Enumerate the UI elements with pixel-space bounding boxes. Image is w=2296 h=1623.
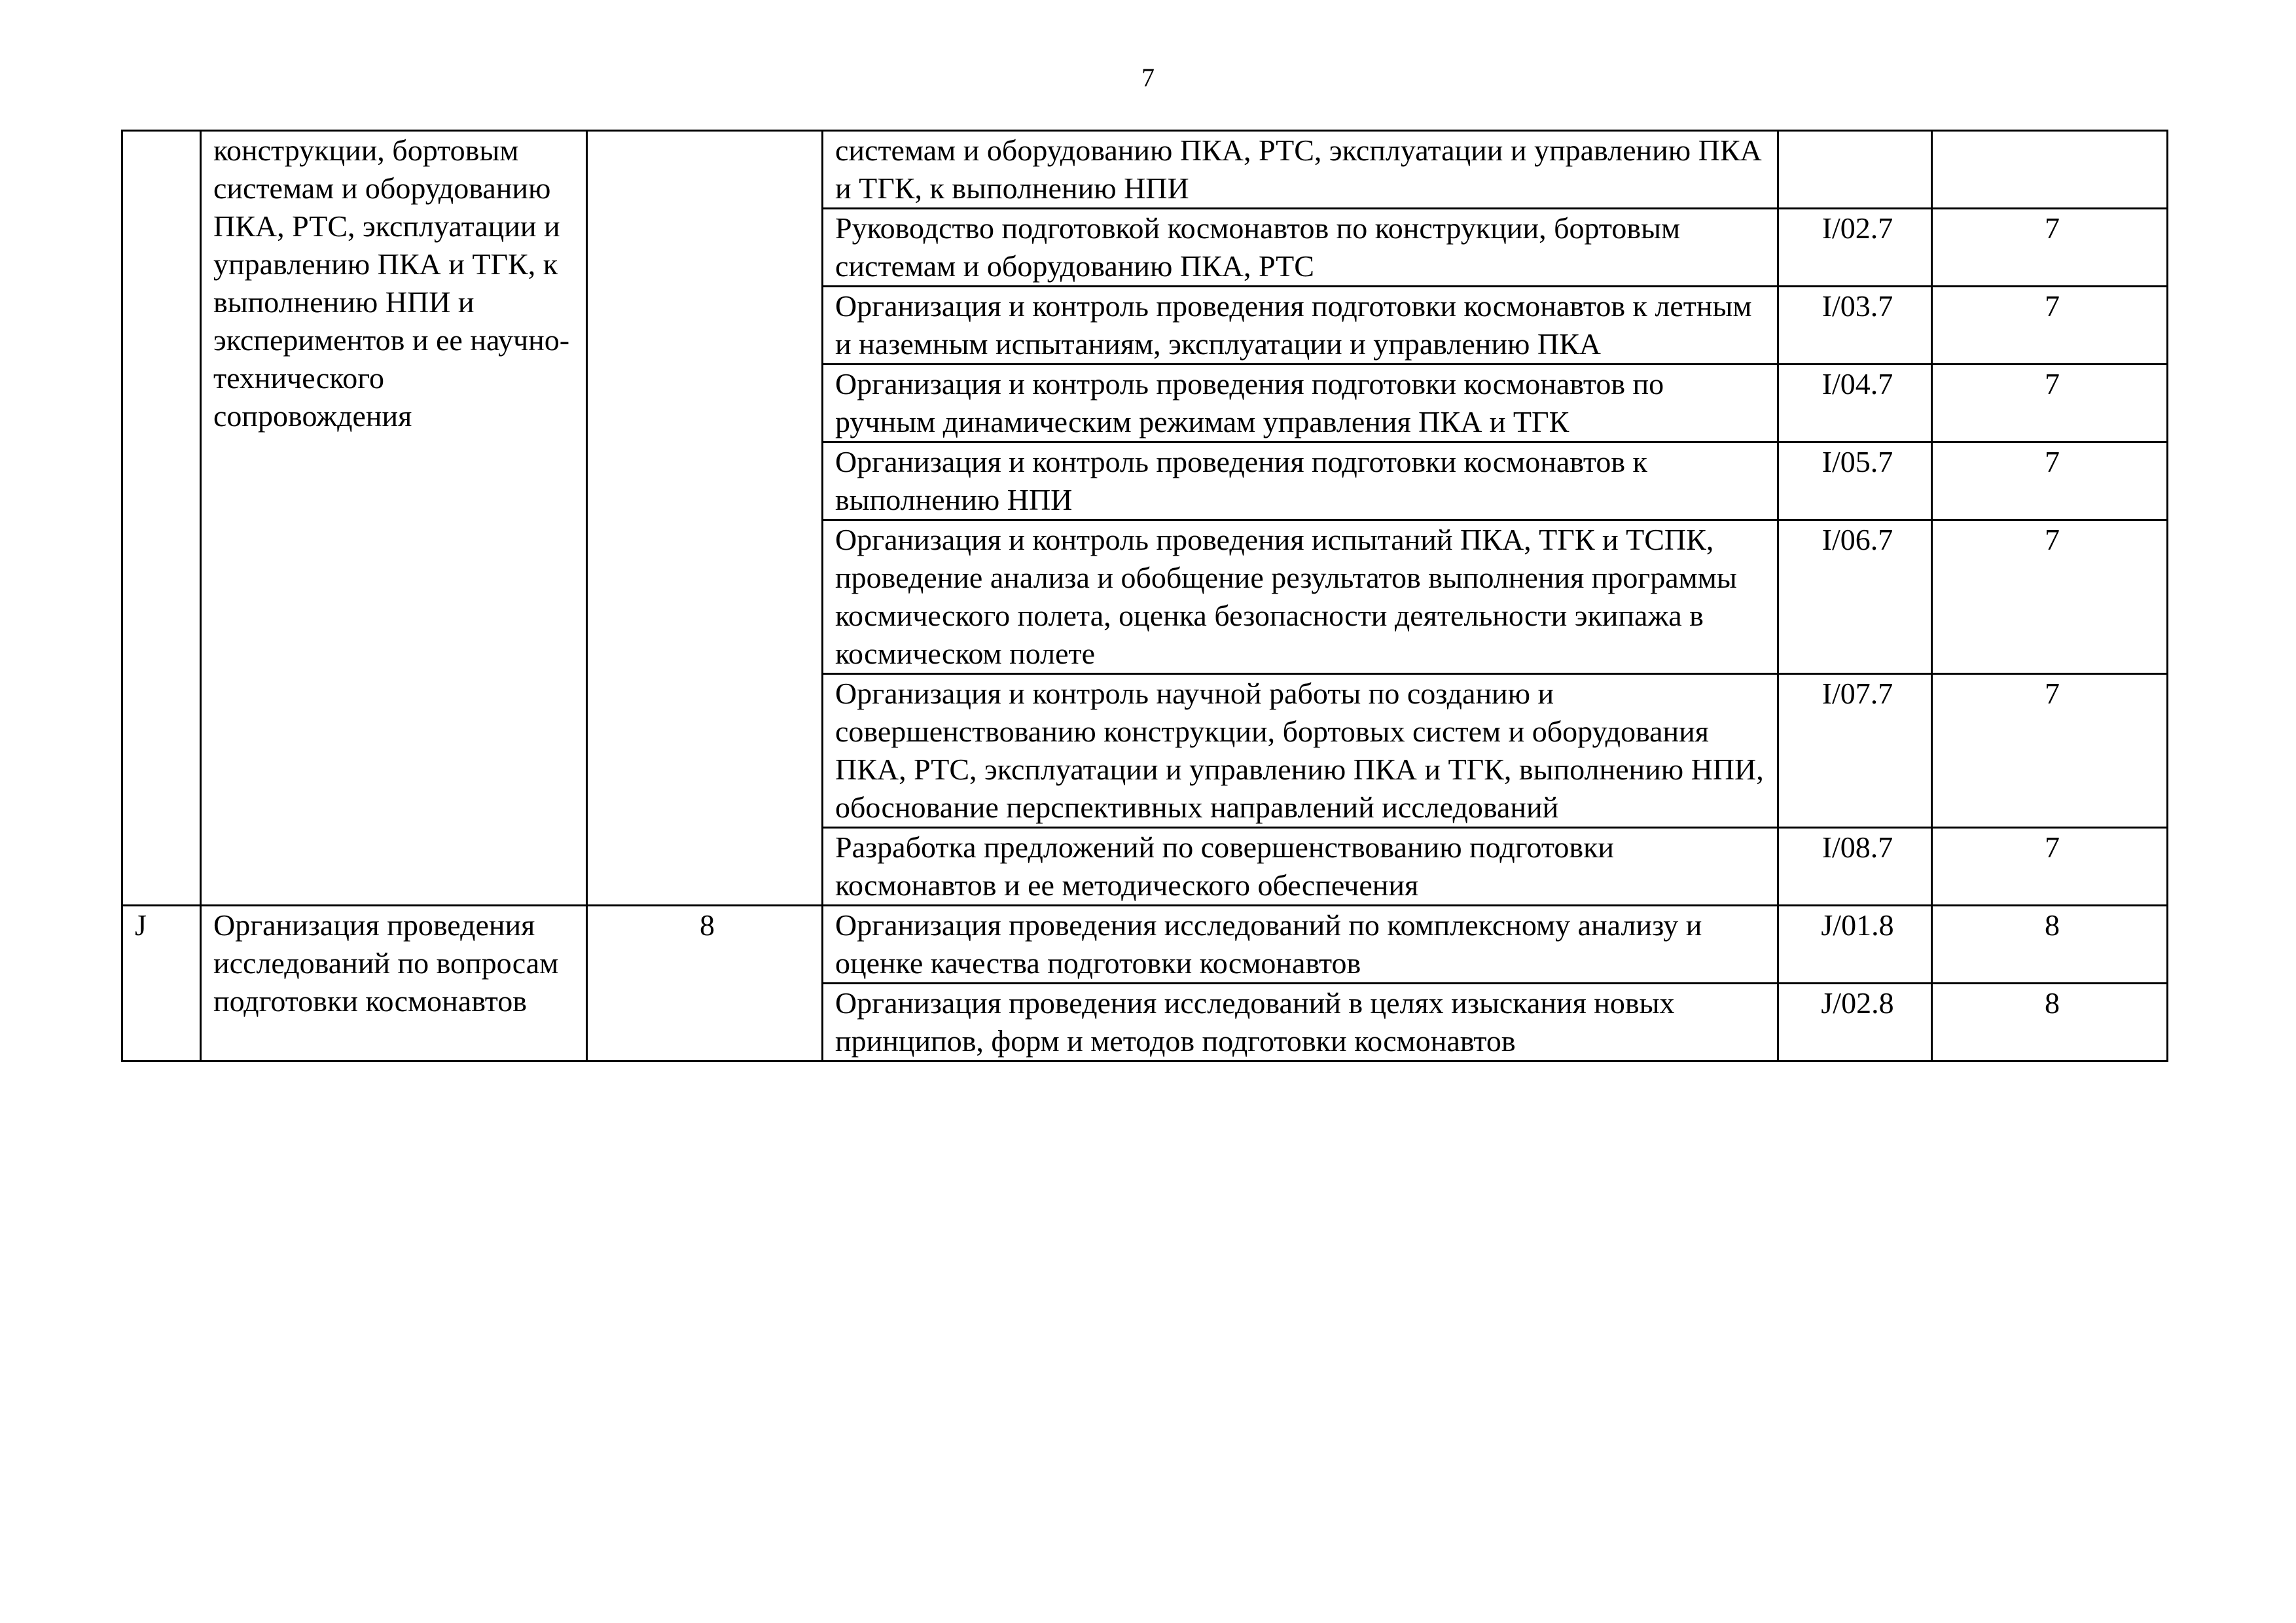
labor-functions-table — [121, 130, 2168, 1062]
labor-function-code: J/01.8 — [1778, 906, 1932, 984]
labor-function-name: Организация и контроль проведения подготовки космонавтов к летным и наземным испытаниям, эксплуатации и управлению ПКА — [823, 287, 1778, 365]
labor-function-level: 7 — [1932, 828, 2168, 906]
labor-function-level: 8 — [1932, 984, 2168, 1061]
labor-function-level: 7 — [1932, 442, 2168, 520]
labor-function-level: 7 — [1932, 209, 2168, 287]
labor-function-name: Разработка предложений по совершенствованию подготовки космонавтов и ее методического обеспечения — [823, 828, 1778, 906]
labor-function-code: I/05.7 — [1778, 442, 1932, 520]
labor-function-level: 7 — [1932, 520, 2168, 674]
labor-function-code: I/03.7 — [1778, 287, 1932, 365]
gen-function-level-cell: 8 — [587, 906, 823, 1061]
page-number: 7 — [1141, 63, 1155, 92]
labor-function-level: 8 — [1932, 906, 2168, 984]
labor-function-code: I/04.7 — [1778, 365, 1932, 442]
labor-function-level — [1932, 131, 2168, 209]
labor-function-name: Организация и контроль проведения подготовки космонавтов к выполнению НПИ — [823, 442, 1778, 520]
labor-function-code: J/02.8 — [1778, 984, 1932, 1061]
labor-function-code: I/06.7 — [1778, 520, 1932, 674]
labor-function-name: Организация и контроль проведения подготовки космонавтов по ручным динамическим режимам управления ПКА и ТГК — [823, 365, 1778, 442]
labor-function-name: системам и оборудованию ПКА, РТС, эксплуатации и управлению ПКА и ТГК, к выполнению НПИ — [823, 131, 1778, 209]
labor-function-name: Руководство подготовкой космонавтов по конструкции, бортовым системам и оборудованию ПКА, РТС — [823, 209, 1778, 287]
table-row — [122, 906, 2168, 984]
labor-function-level: 7 — [1932, 365, 2168, 442]
labor-function-name: Организация проведения исследований по комплексному анализу и оценке качества подготовки космонавтов — [823, 906, 1778, 984]
labor-function-code: I/08.7 — [1778, 828, 1932, 906]
gen-function-code-cell — [122, 131, 201, 906]
labor-function-code: I/07.7 — [1778, 674, 1932, 828]
labor-function-level: 7 — [1932, 287, 2168, 365]
gen-function-name-cell: конструкции, бортовым системам и оборудованию ПКА, РТС, эксплуатации и управлению ПКА и ТГК, к выполнению НПИ и экспериментов и ее научно-технического сопровождения — [201, 131, 587, 906]
gen-function-code-cell: J — [122, 906, 201, 1061]
table-row — [122, 131, 2168, 209]
labor-function-name: Организация и контроль научной работы по созданию и совершенствованию конструкции, бортовых систем и оборудования ПКА, РТС, эксплуатации и управлению ПКА и ТГК, выполнению НПИ, обоснование перспективных направлений исследований — [823, 674, 1778, 828]
labor-function-code: I/02.7 — [1778, 209, 1932, 287]
labor-function-level: 7 — [1932, 674, 2168, 828]
labor-function-name: Организация и контроль проведения испытаний ПКА, ТГК и ТСПК, проведение анализа и обобщение результатов выполнения программы космического полета, оценка безопасности деятельности экипажа в космическом полете — [823, 520, 1778, 674]
gen-function-level-cell — [587, 131, 823, 906]
gen-function-name-cell: Организация проведения исследований по вопросам подготовки космонавтов — [201, 906, 587, 1061]
labor-function-name: Организация проведения исследований в целях изыскания новых принципов, форм и методов подготовки космонавтов — [823, 984, 1778, 1061]
labor-function-code — [1778, 131, 1932, 209]
